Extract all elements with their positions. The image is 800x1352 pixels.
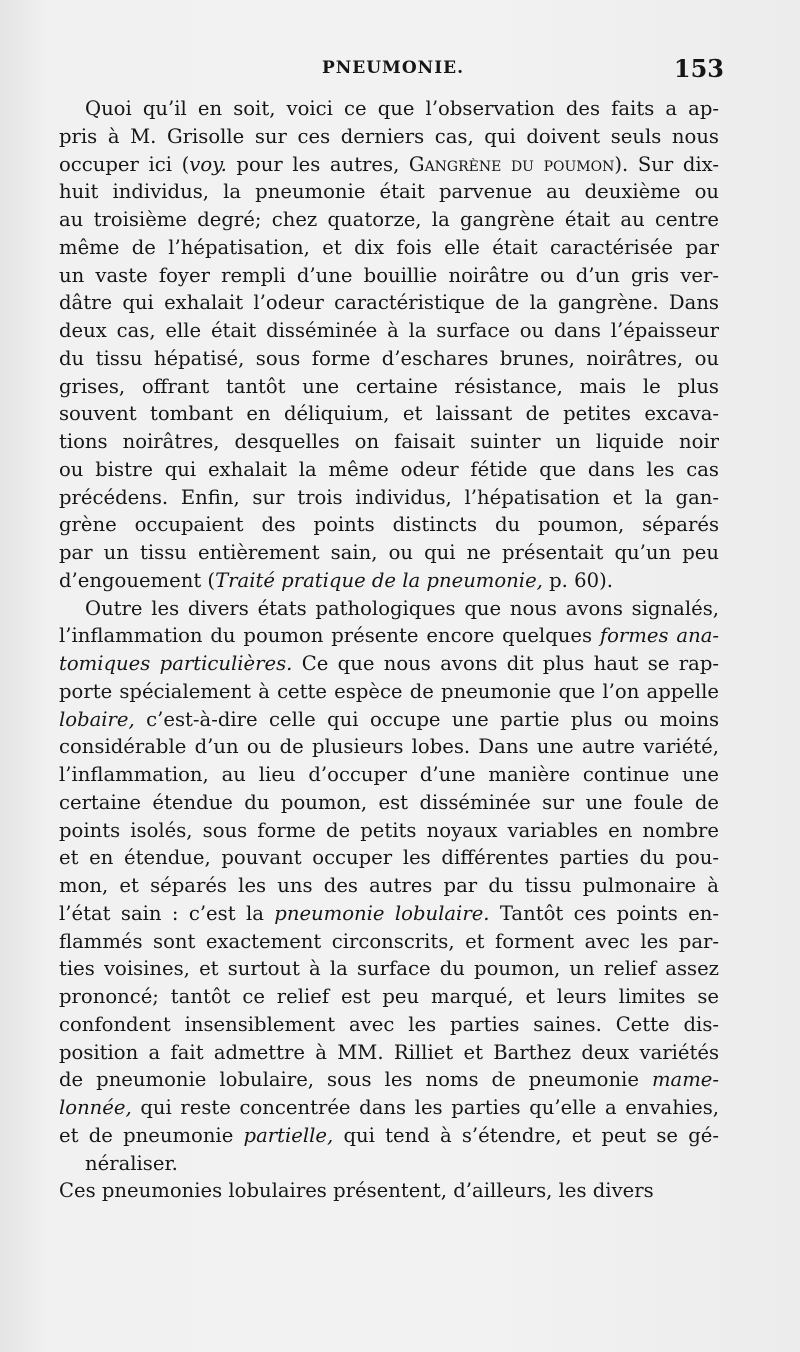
text-segment: occuper ici ( (59, 152, 190, 176)
body-text (59, 95, 719, 1205)
text-segment: pour les autres, (226, 152, 409, 176)
text-segment: position a fait admettre à MM. Rilliet et Barthez deux variétés (59, 1040, 719, 1064)
text-line (59, 789, 719, 817)
text-segment: même de l’hépatisation, et dix fois elle était caractérisée par (59, 235, 719, 259)
text-line (59, 1066, 719, 1094)
text-segment: précédens. Enfin, sur trois individus, l’hépatisation et la gan- (59, 485, 719, 509)
text-segment: Ces pneumonies lobulaires présentent, d’ailleurs, les divers (59, 1179, 654, 1203)
text-line (59, 428, 719, 456)
text-segment: dâtre qui exhalait l’odeur caractéristique de la gangrène. Dans (59, 291, 719, 315)
text-segment: et de pneumonie (59, 1123, 244, 1147)
text-segment: Outre les divers états pathologiques que nous avons signalés, (85, 596, 719, 620)
text-line (59, 345, 719, 373)
text-segment: partielle, (243, 1123, 334, 1147)
text-line (59, 733, 719, 761)
text-segment: de pneumonie lobulaire, sous les noms de pneumonie (59, 1068, 652, 1092)
text-line (59, 95, 719, 123)
text-segment: Quoi qu’il en soit, voici ce que l’observation des faits a ap- (85, 97, 719, 120)
text-line (59, 178, 719, 206)
text-segment: Gangrène du poumon (408, 152, 615, 176)
text-line (59, 900, 719, 928)
text-line (59, 400, 719, 428)
text-segment: grises, offrant tantôt une certaine résistance, mais le plus (59, 374, 719, 398)
text-line (59, 817, 719, 845)
text-line (59, 928, 719, 956)
text-segment: voy. (189, 152, 227, 176)
text-segment: tions noirâtres, desquelles on faisait suinter un liquide noir (59, 430, 719, 453)
text-line (59, 373, 719, 401)
page-number: 153 (673, 54, 724, 83)
text-segment: l’inflammation du poumon présente encore quelques (59, 624, 600, 648)
text-segment: mon, et séparés les uns des autres par du tissu pulmonaire à (59, 874, 719, 897)
text-line (59, 761, 719, 789)
text-segment: Tantôt ces points en- (489, 901, 719, 925)
text-segment: néraliser. (85, 1151, 178, 1175)
text-segment: c’est-à-dire celle qui occupe une partie plus ou moins (134, 707, 719, 731)
text-line (59, 955, 719, 983)
text-line (59, 317, 719, 345)
text-segment: qui reste concentrée dans les parties qu’elle a envahies, (131, 1096, 719, 1119)
text-segment: qui tend à s’étendre, et peut se gé- (333, 1123, 719, 1147)
text-segment: points isolés, sous forme de petits noyaux variables en nombre (59, 818, 719, 842)
text-line (59, 123, 719, 151)
text-line (59, 872, 719, 900)
text-line (59, 151, 719, 179)
text-segment: deux cas, elle était disséminée à la surface ou dans l’épaisseur (59, 319, 719, 342)
running-title: PNEUMONIE. (321, 58, 465, 78)
text-segment: lonnée, (59, 1096, 132, 1119)
text-segment: un vaste foyer rempli d’une bouillie noirâtre ou d’un gris ver- (59, 263, 719, 287)
text-segment: porte spécialement à cette espèce de pneumonie que l’on appelle (59, 679, 719, 703)
text-line (59, 650, 719, 678)
text-segment: ). Sur dix- (614, 152, 719, 176)
text-segment: pris à M. Grisolle sur ces derniers cas, qui doivent seuls nous (59, 124, 719, 148)
text-line (59, 678, 719, 706)
text-line (59, 622, 719, 650)
text-line (59, 706, 719, 734)
text-segment: et en étendue, pouvant occuper les différentes parties du pou- (59, 846, 719, 870)
text-segment: Ce que nous avons dit plus haut se rap- (292, 652, 719, 675)
text-line (59, 844, 719, 872)
text-segment: pneumonie lobulaire. (274, 901, 490, 925)
text-segment: souvent tombant en déliquium, et laissant de petites excava- (59, 402, 719, 426)
text-segment: Traité pratique de la pneumonie, (215, 568, 543, 592)
text-line (59, 595, 719, 623)
text-line (59, 1039, 719, 1067)
text-segment: d’engouement ( (59, 568, 216, 592)
text-line (59, 511, 719, 539)
text-line (59, 539, 719, 567)
text-line (59, 456, 719, 484)
text-line (59, 262, 719, 290)
text-segment: flammés sont exactement circonscrits, et forment avec les par- (59, 929, 719, 953)
text-segment: tomiques particulières. (59, 652, 293, 675)
text-line (59, 1122, 719, 1150)
text-segment: lobaire, (59, 707, 135, 731)
text-segment: l’inflammation, au lieu d’occuper d’une manière continue une (59, 763, 719, 786)
text-segment: formes ana- (599, 624, 719, 648)
text-segment: ou bistre qui exhalait la même odeur fétide que dans les cas (59, 457, 719, 481)
text-line (59, 1094, 719, 1122)
text-segment: au troisième degré; chez quatorze, la gangrène était au centre (59, 208, 719, 231)
text-segment: l’état sain : c’est la (59, 901, 275, 925)
page-header (0, 54, 800, 92)
text-segment: mame- (651, 1068, 719, 1092)
text-segment: du tissu hépatisé, sous forme d’eschares brunes, noirâtres, ou (59, 346, 719, 370)
text-line (59, 1011, 719, 1039)
text-line (59, 206, 719, 234)
text-segment: ties voisines, et surtout à la surface du poumon, un relief assez (59, 957, 719, 981)
text-line (59, 983, 719, 1011)
text-segment: certaine étendue du poumon, est disséminée sur une foule de (59, 790, 719, 814)
text-line (59, 484, 719, 512)
text-segment: confondent insensiblement avec les parties saines. Cette dis- (59, 1012, 719, 1036)
text-line (59, 1150, 719, 1178)
text-segment: prononcé; tantôt ce relief est peu marqué, et leurs limites se (59, 985, 719, 1008)
text-segment: considérable d’un ou de plusieurs lobes. Dans une autre variété, (59, 735, 719, 759)
text-segment: huit individus, la pneumonie était parvenue au deuxième ou (59, 180, 719, 204)
text-line (59, 234, 719, 262)
text-segment: grène occupaient des points distincts du poumon, séparés (59, 513, 719, 537)
text-segment: p. 60). (542, 568, 613, 592)
text-line (59, 1177, 719, 1205)
text-line (59, 567, 719, 595)
text-segment: par un tissu entièrement sain, ou qui ne présentait qu’un peu (59, 541, 719, 564)
text-line (59, 289, 719, 317)
